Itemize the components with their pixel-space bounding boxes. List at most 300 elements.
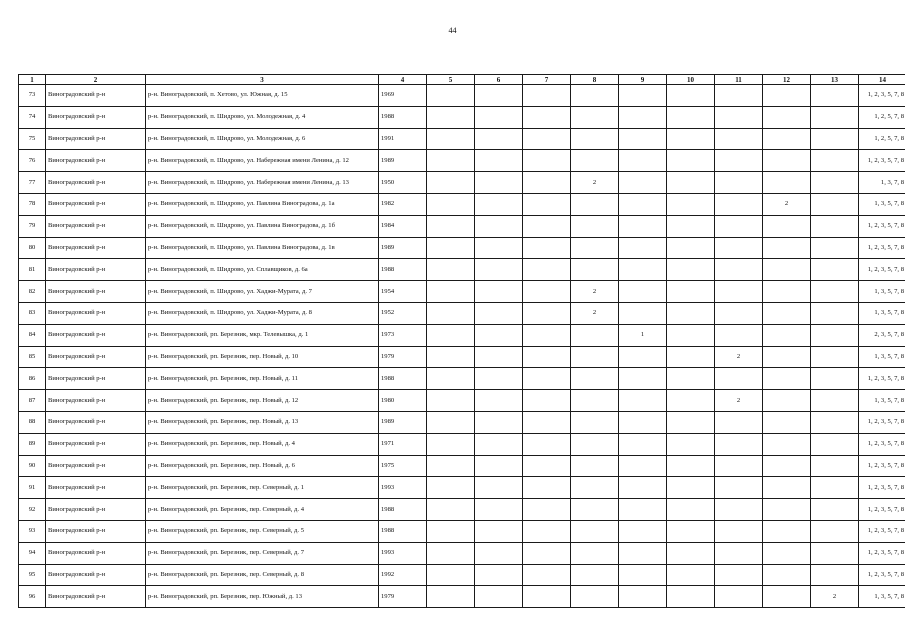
col-10-cell — [667, 259, 715, 281]
row-number: 77 — [19, 172, 46, 194]
column-header: 1 — [19, 75, 46, 85]
year-cell: 1982 — [379, 193, 427, 215]
col-5-cell — [427, 128, 475, 150]
col-13-cell — [811, 346, 859, 368]
col-5-cell — [427, 193, 475, 215]
col-5-cell — [427, 368, 475, 390]
table-row — [19, 390, 905, 412]
year-cell: 1988 — [379, 106, 427, 128]
col-10-cell — [667, 586, 715, 608]
row-number: 92 — [19, 499, 46, 521]
row-number: 88 — [19, 411, 46, 433]
col-14-cell: 1, 2, 3, 5, 7, 8 — [859, 433, 905, 455]
column-header: 12 — [763, 75, 811, 85]
col-11-cell — [715, 150, 763, 172]
table-row — [19, 477, 905, 499]
col-8-cell: 2 — [571, 302, 619, 324]
address-cell: р-н. Виноградовский, рп. Березник, пер. Северный, д. 5 — [146, 520, 379, 542]
col-9-cell — [619, 564, 667, 586]
address-cell: р-н. Виноградовский, рп. Березник, пер. Северный, д. 1 — [146, 477, 379, 499]
col-9-cell — [619, 302, 667, 324]
year-cell: 1975 — [379, 455, 427, 477]
col-10-cell — [667, 499, 715, 521]
row-number: 87 — [19, 390, 46, 412]
col-13-cell — [811, 150, 859, 172]
col-11-cell — [715, 172, 763, 194]
year-cell: 1984 — [379, 215, 427, 237]
table-row — [19, 368, 905, 390]
col-9-cell — [619, 193, 667, 215]
year-cell: 1988 — [379, 499, 427, 521]
col-11-cell — [715, 520, 763, 542]
col-11-cell: 2 — [715, 346, 763, 368]
col-5-cell — [427, 586, 475, 608]
col-11-cell — [715, 477, 763, 499]
district-cell: Виноградовский р-н — [46, 237, 146, 259]
col-9-cell — [619, 542, 667, 564]
col-6-cell — [475, 128, 523, 150]
col-5-cell — [427, 150, 475, 172]
col-10-cell — [667, 324, 715, 346]
page-number: 44 — [448, 26, 457, 35]
col-14-cell: 1, 3, 5, 7, 8 — [859, 302, 905, 324]
col-8-cell — [571, 128, 619, 150]
col-7-cell — [523, 455, 571, 477]
district-cell: Виноградовский р-н — [46, 128, 146, 150]
col-13-cell — [811, 542, 859, 564]
col-14-cell: 1, 2, 5, 7, 8 — [859, 106, 905, 128]
col-5-cell — [427, 411, 475, 433]
column-header: 6 — [475, 75, 523, 85]
address-cell: р-н. Виноградовский, рп. Березник, пер. Южный, д. 13 — [146, 586, 379, 608]
col-7-cell — [523, 281, 571, 303]
col-8-cell — [571, 586, 619, 608]
col-13-cell — [811, 281, 859, 303]
col-6-cell — [475, 150, 523, 172]
col-11-cell — [715, 499, 763, 521]
column-header: 2 — [46, 75, 146, 85]
row-number: 82 — [19, 281, 46, 303]
col-10-cell — [667, 520, 715, 542]
col-10-cell — [667, 411, 715, 433]
row-number: 95 — [19, 564, 46, 586]
address-cell: р-н. Виноградовский, рп. Березник, пер. Северный, д. 7 — [146, 542, 379, 564]
table-row — [19, 324, 905, 346]
column-header: 13 — [811, 75, 859, 85]
address-cell: р-н. Виноградовский, п. Шидрово, ул. Хаджи-Мурата, д. 7 — [146, 281, 379, 303]
col-11-cell — [715, 542, 763, 564]
col-11-cell — [715, 455, 763, 477]
col-12-cell — [763, 150, 811, 172]
col-7-cell — [523, 520, 571, 542]
column-header: 14 — [859, 75, 905, 85]
address-cell: р-н. Виноградовский, п. Шидрово, ул. Павлина Виноградова, д. 1в — [146, 237, 379, 259]
col-12-cell — [763, 324, 811, 346]
district-cell: Виноградовский р-н — [46, 193, 146, 215]
col-8-cell — [571, 477, 619, 499]
address-cell: р-н. Виноградовский, п. Шидрово, ул. Молодежная, д. 4 — [146, 106, 379, 128]
row-number: 86 — [19, 368, 46, 390]
col-14-cell: 1, 2, 3, 5, 7, 8 — [859, 259, 905, 281]
col-6-cell — [475, 259, 523, 281]
col-5-cell — [427, 324, 475, 346]
row-number: 73 — [19, 85, 46, 107]
col-12-cell — [763, 106, 811, 128]
col-14-cell: 1, 2, 3, 5, 7, 8 — [859, 150, 905, 172]
address-cell: р-н. Виноградовский, п. Шидрово, ул. Павлина Виноградова, д. 1а — [146, 193, 379, 215]
table-row — [19, 433, 905, 455]
year-cell: 1973 — [379, 324, 427, 346]
col-6-cell — [475, 411, 523, 433]
address-cell: р-н. Виноградовский, п. Шидрово, ул. Набережная имени Ленина, д. 12 — [146, 150, 379, 172]
col-11-cell — [715, 411, 763, 433]
col-14-cell: 1, 2, 3, 5, 7, 8 — [859, 237, 905, 259]
col-12-cell — [763, 128, 811, 150]
address-cell: р-н. Виноградовский, рп. Березник, пер. Новый, д. 12 — [146, 390, 379, 412]
column-header: 10 — [667, 75, 715, 85]
col-11-cell — [715, 586, 763, 608]
col-12-cell — [763, 499, 811, 521]
year-cell: 1991 — [379, 128, 427, 150]
district-cell: Виноградовский р-н — [46, 368, 146, 390]
column-header: 3 — [146, 75, 379, 85]
col-9-cell — [619, 390, 667, 412]
col-5-cell — [427, 215, 475, 237]
col-13-cell — [811, 499, 859, 521]
table-row — [19, 302, 905, 324]
column-header: 9 — [619, 75, 667, 85]
col-6-cell — [475, 237, 523, 259]
year-cell: 1979 — [379, 346, 427, 368]
col-5-cell — [427, 281, 475, 303]
col-8-cell — [571, 520, 619, 542]
address-cell: р-н. Виноградовский, п. Шидрово, ул. Сплавщиков, д. 6а — [146, 259, 379, 281]
col-7-cell — [523, 564, 571, 586]
year-cell: 1989 — [379, 411, 427, 433]
col-12-cell — [763, 302, 811, 324]
row-number: 89 — [19, 433, 46, 455]
table-row — [19, 106, 905, 128]
col-14-cell: 1, 2, 3, 5, 7, 8 — [859, 542, 905, 564]
table-row — [19, 499, 905, 521]
col-9-cell — [619, 520, 667, 542]
col-9-cell — [619, 368, 667, 390]
col-5-cell — [427, 302, 475, 324]
col-11-cell: 2 — [715, 390, 763, 412]
col-9-cell — [619, 455, 667, 477]
col-6-cell — [475, 85, 523, 107]
col-13-cell — [811, 455, 859, 477]
row-number: 93 — [19, 520, 46, 542]
col-11-cell — [715, 281, 763, 303]
address-cell: р-н. Виноградовский, рп. Березник, пер. Северный, д. 4 — [146, 499, 379, 521]
year-cell: 1952 — [379, 302, 427, 324]
col-14-cell: 1, 3, 5, 7, 8 — [859, 193, 905, 215]
col-6-cell — [475, 368, 523, 390]
district-cell: Виноградовский р-н — [46, 564, 146, 586]
district-cell: Виноградовский р-н — [46, 324, 146, 346]
col-10-cell — [667, 542, 715, 564]
column-header: 11 — [715, 75, 763, 85]
district-cell: Виноградовский р-н — [46, 172, 146, 194]
col-7-cell — [523, 85, 571, 107]
col-6-cell — [475, 390, 523, 412]
col-14-cell: 1, 3, 5, 7, 8 — [859, 390, 905, 412]
col-10-cell — [667, 193, 715, 215]
col-9-cell — [619, 259, 667, 281]
year-cell: 1950 — [379, 172, 427, 194]
row-number: 78 — [19, 193, 46, 215]
row-number: 80 — [19, 237, 46, 259]
district-cell: Виноградовский р-н — [46, 586, 146, 608]
col-7-cell — [523, 368, 571, 390]
col-6-cell — [475, 106, 523, 128]
year-cell: 1969 — [379, 85, 427, 107]
col-12-cell — [763, 281, 811, 303]
address-cell: р-н. Виноградовский, п. Шидрово, ул. Павлина Виноградова, д. 1б — [146, 215, 379, 237]
col-10-cell — [667, 85, 715, 107]
col-10-cell — [667, 128, 715, 150]
year-cell: 1971 — [379, 433, 427, 455]
header-row — [19, 75, 905, 85]
col-13-cell — [811, 106, 859, 128]
col-13-cell — [811, 85, 859, 107]
col-14-cell: 1, 2, 3, 5, 7, 8 — [859, 411, 905, 433]
col-12-cell — [763, 411, 811, 433]
col-14-cell: 1, 2, 3, 5, 7, 8 — [859, 499, 905, 521]
col-5-cell — [427, 259, 475, 281]
col-13-cell — [811, 128, 859, 150]
col-11-cell — [715, 259, 763, 281]
district-cell: Виноградовский р-н — [46, 499, 146, 521]
col-12-cell — [763, 172, 811, 194]
col-8-cell — [571, 259, 619, 281]
address-cell: р-н. Виноградовский, п. Хетово, ул. Южная, д. 15 — [146, 85, 379, 107]
col-9-cell — [619, 586, 667, 608]
table-row — [19, 411, 905, 433]
col-5-cell — [427, 237, 475, 259]
table-row — [19, 455, 905, 477]
col-10-cell — [667, 564, 715, 586]
col-13-cell — [811, 259, 859, 281]
col-14-cell: 1, 2, 3, 5, 7, 8 — [859, 85, 905, 107]
address-cell: р-н. Виноградовский, рп. Березник, пер. Северный, д. 8 — [146, 564, 379, 586]
col-6-cell — [475, 564, 523, 586]
year-cell: 1988 — [379, 520, 427, 542]
row-number: 74 — [19, 106, 46, 128]
col-9-cell — [619, 237, 667, 259]
address-cell: р-н. Виноградовский, п. Шидрово, ул. Молодежная, д. 6 — [146, 128, 379, 150]
col-14-cell: 1, 2, 5, 7, 8 — [859, 128, 905, 150]
col-5-cell — [427, 172, 475, 194]
col-9-cell — [619, 106, 667, 128]
year-cell: 1993 — [379, 542, 427, 564]
table-row — [19, 520, 905, 542]
row-number: 79 — [19, 215, 46, 237]
col-8-cell: 2 — [571, 172, 619, 194]
register-table — [18, 74, 905, 608]
col-12-cell — [763, 542, 811, 564]
table-row — [19, 172, 905, 194]
district-cell: Виноградовский р-н — [46, 455, 146, 477]
col-7-cell — [523, 390, 571, 412]
col-14-cell: 1, 3, 7, 8 — [859, 172, 905, 194]
col-6-cell — [475, 433, 523, 455]
col-6-cell — [475, 542, 523, 564]
col-11-cell — [715, 368, 763, 390]
col-11-cell — [715, 302, 763, 324]
col-10-cell — [667, 215, 715, 237]
row-number: 90 — [19, 455, 46, 477]
col-10-cell — [667, 346, 715, 368]
col-11-cell — [715, 237, 763, 259]
col-10-cell — [667, 106, 715, 128]
table-row — [19, 259, 905, 281]
col-8-cell — [571, 237, 619, 259]
col-8-cell — [571, 215, 619, 237]
col-6-cell — [475, 499, 523, 521]
column-header: 7 — [523, 75, 571, 85]
col-7-cell — [523, 433, 571, 455]
col-8-cell — [571, 106, 619, 128]
col-13-cell — [811, 390, 859, 412]
col-9-cell — [619, 499, 667, 521]
col-8-cell — [571, 564, 619, 586]
col-7-cell — [523, 411, 571, 433]
col-9-cell — [619, 150, 667, 172]
col-9-cell — [619, 128, 667, 150]
column-header: 5 — [427, 75, 475, 85]
col-13-cell — [811, 564, 859, 586]
col-14-cell: 1, 3, 5, 7, 8 — [859, 586, 905, 608]
row-number: 91 — [19, 477, 46, 499]
col-8-cell — [571, 390, 619, 412]
col-7-cell — [523, 237, 571, 259]
col-5-cell — [427, 346, 475, 368]
col-7-cell — [523, 259, 571, 281]
col-12-cell — [763, 368, 811, 390]
col-6-cell — [475, 172, 523, 194]
col-10-cell — [667, 237, 715, 259]
table-row — [19, 150, 905, 172]
col-13-cell — [811, 193, 859, 215]
col-14-cell: 1, 3, 5, 7, 8 — [859, 346, 905, 368]
row-number: 96 — [19, 586, 46, 608]
col-6-cell — [475, 324, 523, 346]
col-6-cell — [475, 193, 523, 215]
col-14-cell: 1, 2, 3, 5, 7, 8 — [859, 215, 905, 237]
address-cell: р-н. Виноградовский, рп. Березник, пер. Новый, д. 13 — [146, 411, 379, 433]
col-13-cell: 2 — [811, 586, 859, 608]
year-cell: 1989 — [379, 237, 427, 259]
year-cell: 1980 — [379, 390, 427, 412]
col-14-cell: 1, 2, 3, 5, 7, 8 — [859, 477, 905, 499]
col-11-cell — [715, 128, 763, 150]
col-11-cell — [715, 85, 763, 107]
col-10-cell — [667, 281, 715, 303]
col-7-cell — [523, 324, 571, 346]
address-cell: р-н. Виноградовский, рп. Березник, пер. Новый, д. 11 — [146, 368, 379, 390]
year-cell: 1988 — [379, 259, 427, 281]
col-8-cell — [571, 193, 619, 215]
col-5-cell — [427, 85, 475, 107]
col-13-cell — [811, 237, 859, 259]
col-12-cell — [763, 390, 811, 412]
row-number: 84 — [19, 324, 46, 346]
col-5-cell — [427, 564, 475, 586]
table-row — [19, 237, 905, 259]
col-10-cell — [667, 368, 715, 390]
col-6-cell — [475, 302, 523, 324]
col-8-cell — [571, 368, 619, 390]
col-7-cell — [523, 586, 571, 608]
address-cell: р-н. Виноградовский, п. Шидрово, ул. Хаджи-Мурата, д. 8 — [146, 302, 379, 324]
col-7-cell — [523, 302, 571, 324]
district-cell: Виноградовский р-н — [46, 85, 146, 107]
col-8-cell — [571, 346, 619, 368]
table-row — [19, 281, 905, 303]
col-12-cell — [763, 259, 811, 281]
col-6-cell — [475, 455, 523, 477]
col-12-cell — [763, 520, 811, 542]
year-cell: 1993 — [379, 477, 427, 499]
col-9-cell — [619, 433, 667, 455]
table-row — [19, 346, 905, 368]
col-11-cell — [715, 433, 763, 455]
col-8-cell — [571, 542, 619, 564]
district-cell: Виноградовский р-н — [46, 215, 146, 237]
col-13-cell — [811, 411, 859, 433]
district-cell: Виноградовский р-н — [46, 281, 146, 303]
col-9-cell — [619, 215, 667, 237]
district-cell: Виноградовский р-н — [46, 433, 146, 455]
table-row — [19, 128, 905, 150]
col-13-cell — [811, 215, 859, 237]
address-cell: р-н. Виноградовский, рп. Березник, пер. Новый, д. 6 — [146, 455, 379, 477]
address-cell: р-н. Виноградовский, п. Шидрово, ул. Набережная имени Ленина, д. 13 — [146, 172, 379, 194]
table-row — [19, 586, 905, 608]
col-12-cell — [763, 237, 811, 259]
col-8-cell — [571, 499, 619, 521]
col-10-cell — [667, 150, 715, 172]
col-11-cell — [715, 324, 763, 346]
col-10-cell — [667, 477, 715, 499]
col-7-cell — [523, 499, 571, 521]
col-8-cell — [571, 411, 619, 433]
col-14-cell: 1, 2, 3, 5, 7, 8 — [859, 520, 905, 542]
col-12-cell — [763, 455, 811, 477]
col-5-cell — [427, 477, 475, 499]
col-9-cell — [619, 346, 667, 368]
col-8-cell — [571, 455, 619, 477]
col-7-cell — [523, 128, 571, 150]
col-12-cell: 2 — [763, 193, 811, 215]
col-7-cell — [523, 193, 571, 215]
col-9-cell — [619, 281, 667, 303]
table-row — [19, 85, 905, 107]
col-5-cell — [427, 455, 475, 477]
col-8-cell — [571, 150, 619, 172]
col-13-cell — [811, 172, 859, 194]
row-number: 75 — [19, 128, 46, 150]
district-cell: Виноградовский р-н — [46, 477, 146, 499]
col-14-cell: 2, 3, 5, 7, 8 — [859, 324, 905, 346]
col-10-cell — [667, 433, 715, 455]
col-12-cell — [763, 346, 811, 368]
col-10-cell — [667, 302, 715, 324]
col-13-cell — [811, 477, 859, 499]
col-7-cell — [523, 150, 571, 172]
